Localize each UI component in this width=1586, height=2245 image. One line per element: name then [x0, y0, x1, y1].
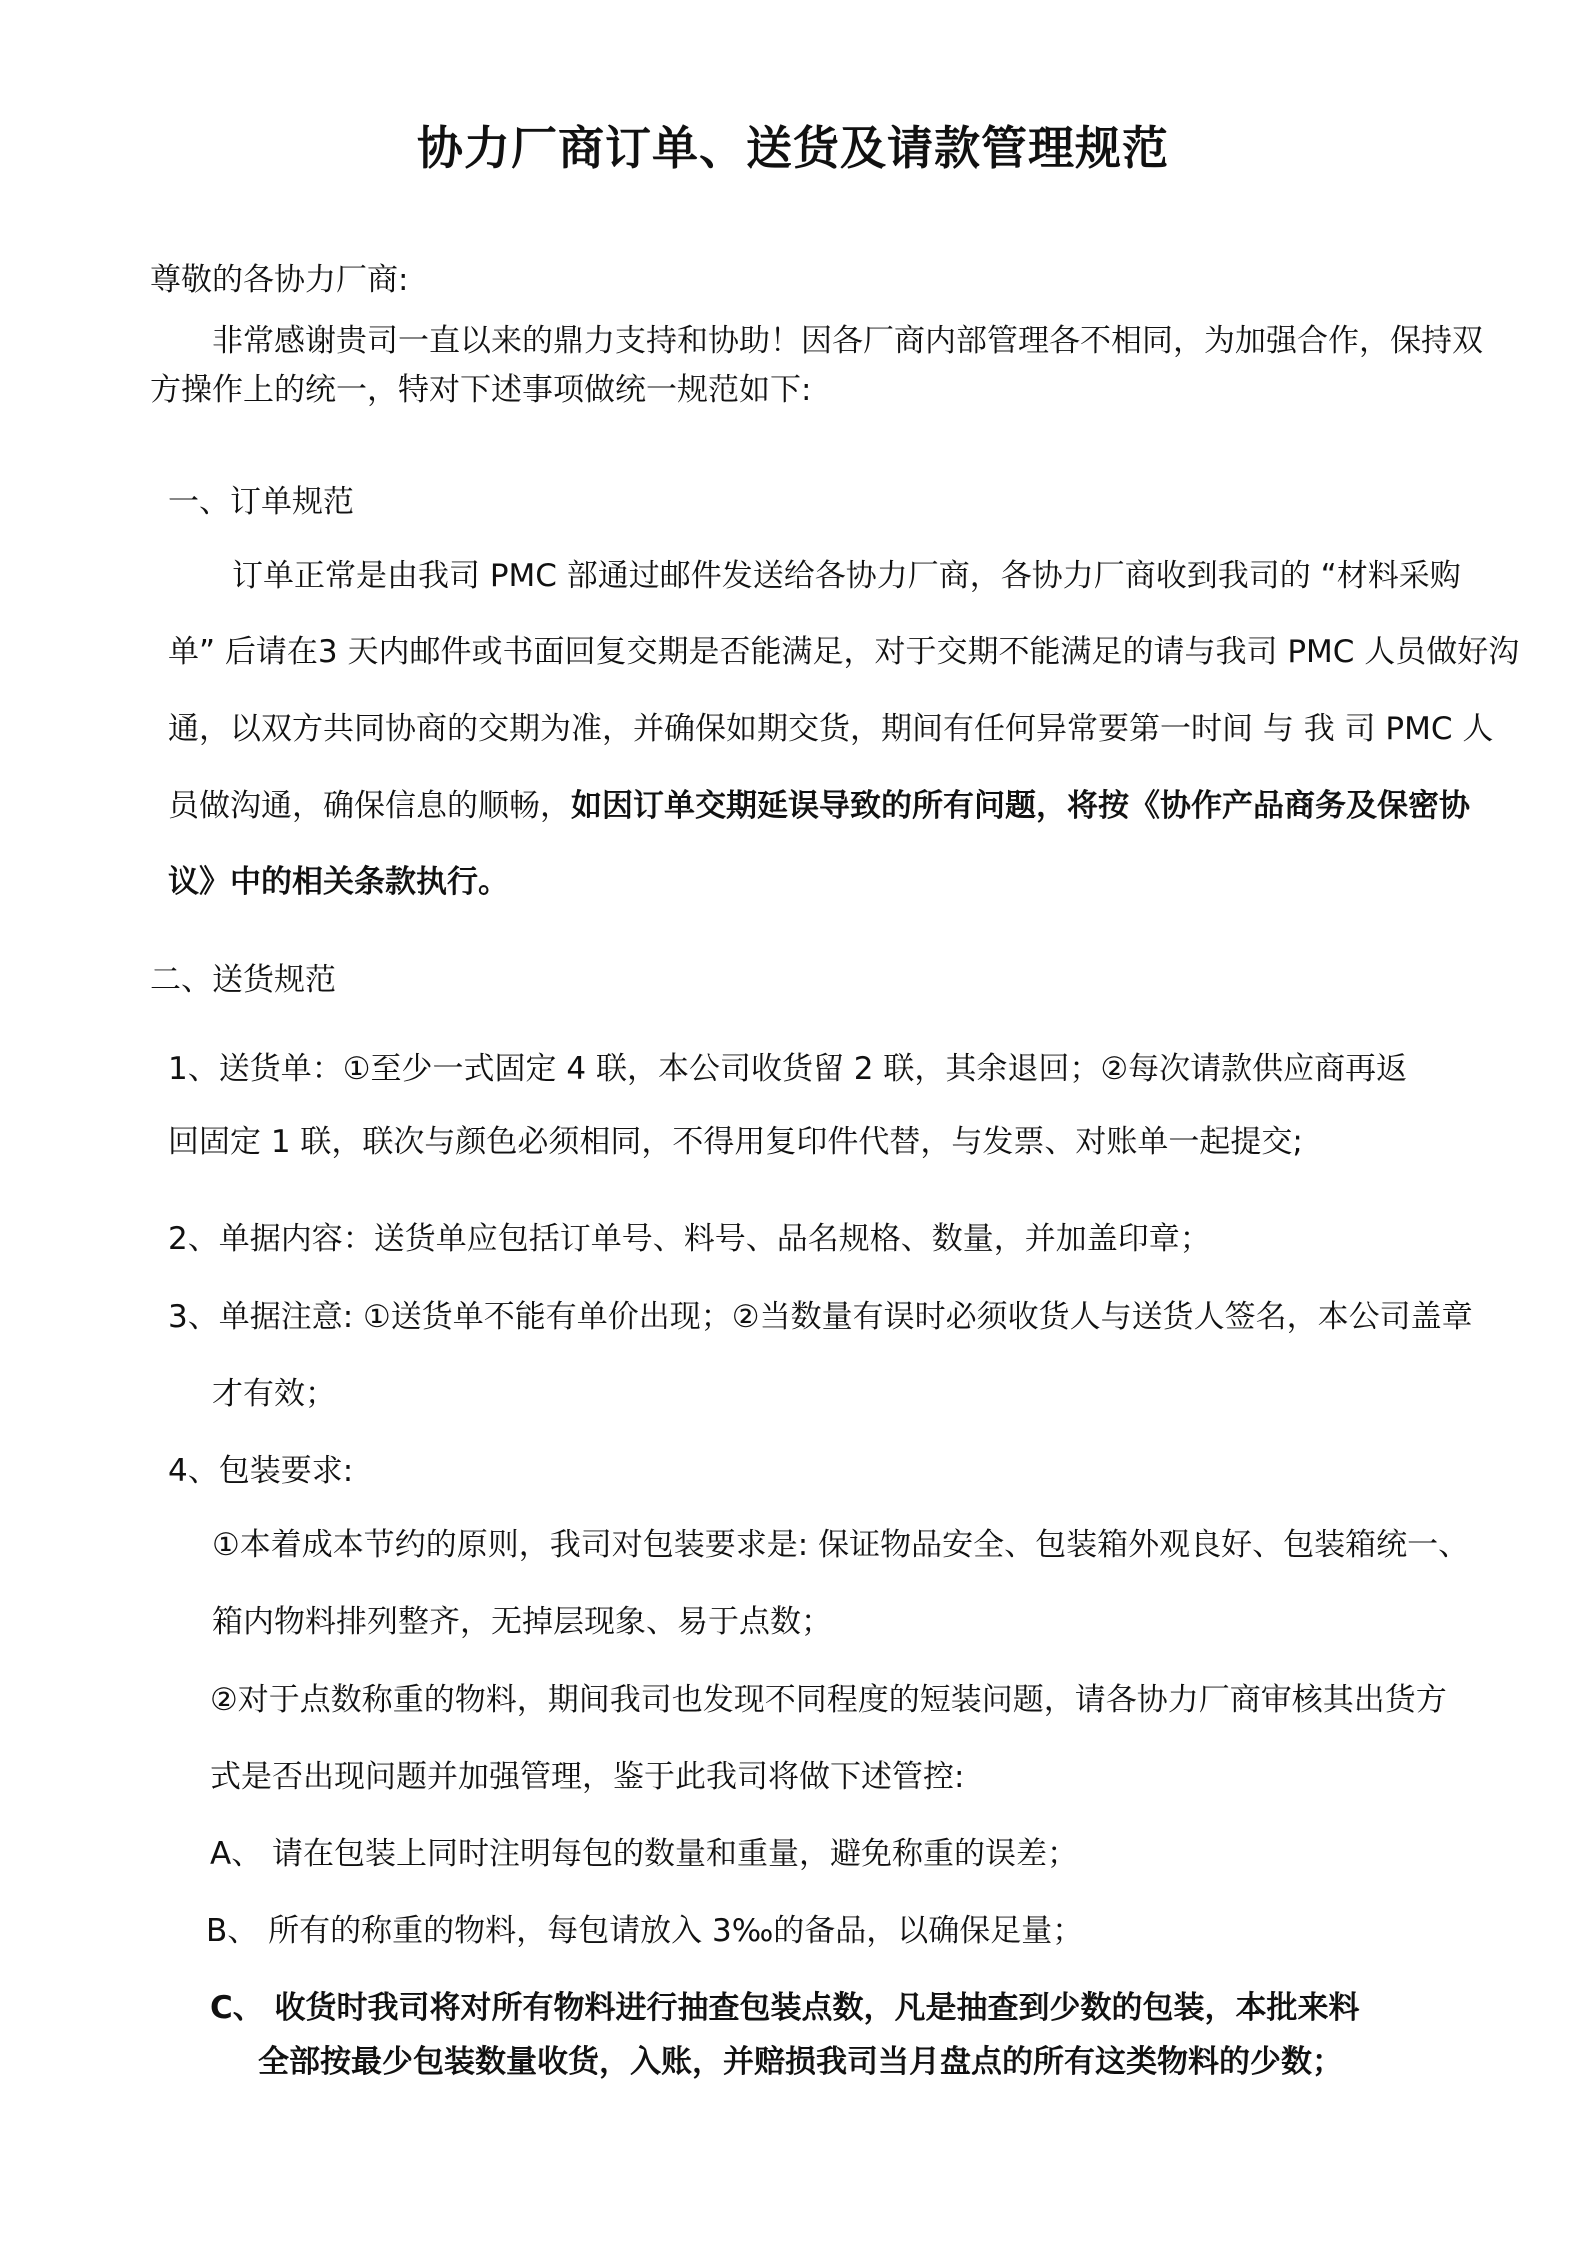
intro-line-1: 非常感谢贵司一直以来的鼎力支持和协助！因各厂商内部管理各不相同，为加强合作，保持双: [212, 323, 1483, 359]
item1-line-1: 1、送货单：①至少一式固定 4 联，本公司收货留 2 联，其余退回；②每次请款供应商再返: [168, 1051, 1408, 1087]
item4-p1-line-1: ①本着成本节约的原则，我司对包装要求是: 保证物品安全、包装箱外观良好、包装箱统一、: [212, 1527, 1470, 1563]
section1-line-4-normal: 员做沟通，确保信息的顺畅，: [168, 788, 571, 824]
intro-line-2: 方操作上的统一，特对下述事项做统一规范如下:: [150, 372, 812, 408]
item1-line-2: 回固定 1 联，联次与颜色必须相同，不得用复印件代替，与发票、对账单一起提交;: [168, 1124, 1303, 1160]
item4-p1-line-2: 箱内物料排列整齐，无掉层现象、易于点数；: [212, 1604, 832, 1640]
section1-line-2: 单” 后请在3 天内邮件或书面回复交期是否能满足，对于交期不能满足的请与我司 PMC 人员做好沟: [168, 634, 1520, 670]
section1-line-4-bold: 如因订单交期延误导致的所有问题，将按《协作产品商务及保密协: [571, 788, 1470, 824]
item4-p2-line-2: 式是否出现问题并加强管理，鉴于此我司将做下述管控:: [210, 1759, 965, 1795]
item3-line-1: 3、单据注意: ①送货单不能有单价出现；②当数量有误时必须收货人与送货人签名，本公司盖章: [168, 1299, 1473, 1335]
section1-line-1: 订单正常是由我司 PMC 部通过邮件发送给各协力厂商，各协力厂商收到我司的 “材料采购: [232, 558, 1461, 594]
section2-heading: 二、送货规范: [150, 962, 336, 998]
item2-line: 2、单据内容：送货单应包括订单号、料号、品名规格、数量，并加盖印章；: [168, 1221, 1211, 1257]
document-title: 协力厂商订单、送货及请款管理规范: [417, 121, 1169, 175]
section1-line-5: 议》中的相关条款执行。: [168, 864, 509, 900]
greeting: 尊敬的各协力厂商:: [150, 262, 409, 298]
item4-p2-line-1: ②对于点数称重的物料，期间我司也发现不同程度的短装问题，请各协力厂商审核其出货方: [210, 1682, 1447, 1718]
section1-line-4: [168, 786, 1470, 826]
item4-point-c-line-2: 全部按最少包装数量收货，入账，并赔损我司当月盘点的所有这类物料的少数；: [258, 2044, 1343, 2080]
item4-heading: 4、包装要求:: [168, 1453, 354, 1489]
section1-line-3: 通，以双方共同协商的交期为准，并确保如期交货，期间有任何异常要第一时间 与 我 司 PMC 人: [168, 711, 1494, 747]
section1-heading: 一、订单规范: [168, 484, 354, 520]
item4-point-a: A、 请在包装上同时注明每包的数量和重量，避免称重的误差；: [210, 1836, 1079, 1872]
item4-point-b: B、 所有的称重的物料，每包请放入 3‰的备品，以确保足量；: [206, 1913, 1084, 1949]
item3-line-2: 才有效；: [212, 1376, 336, 1412]
item4-point-c-line-1: C、 收货时我司将对所有物料进行抽查包装点数，凡是抽查到少数的包装，本批来料: [210, 1990, 1360, 2026]
